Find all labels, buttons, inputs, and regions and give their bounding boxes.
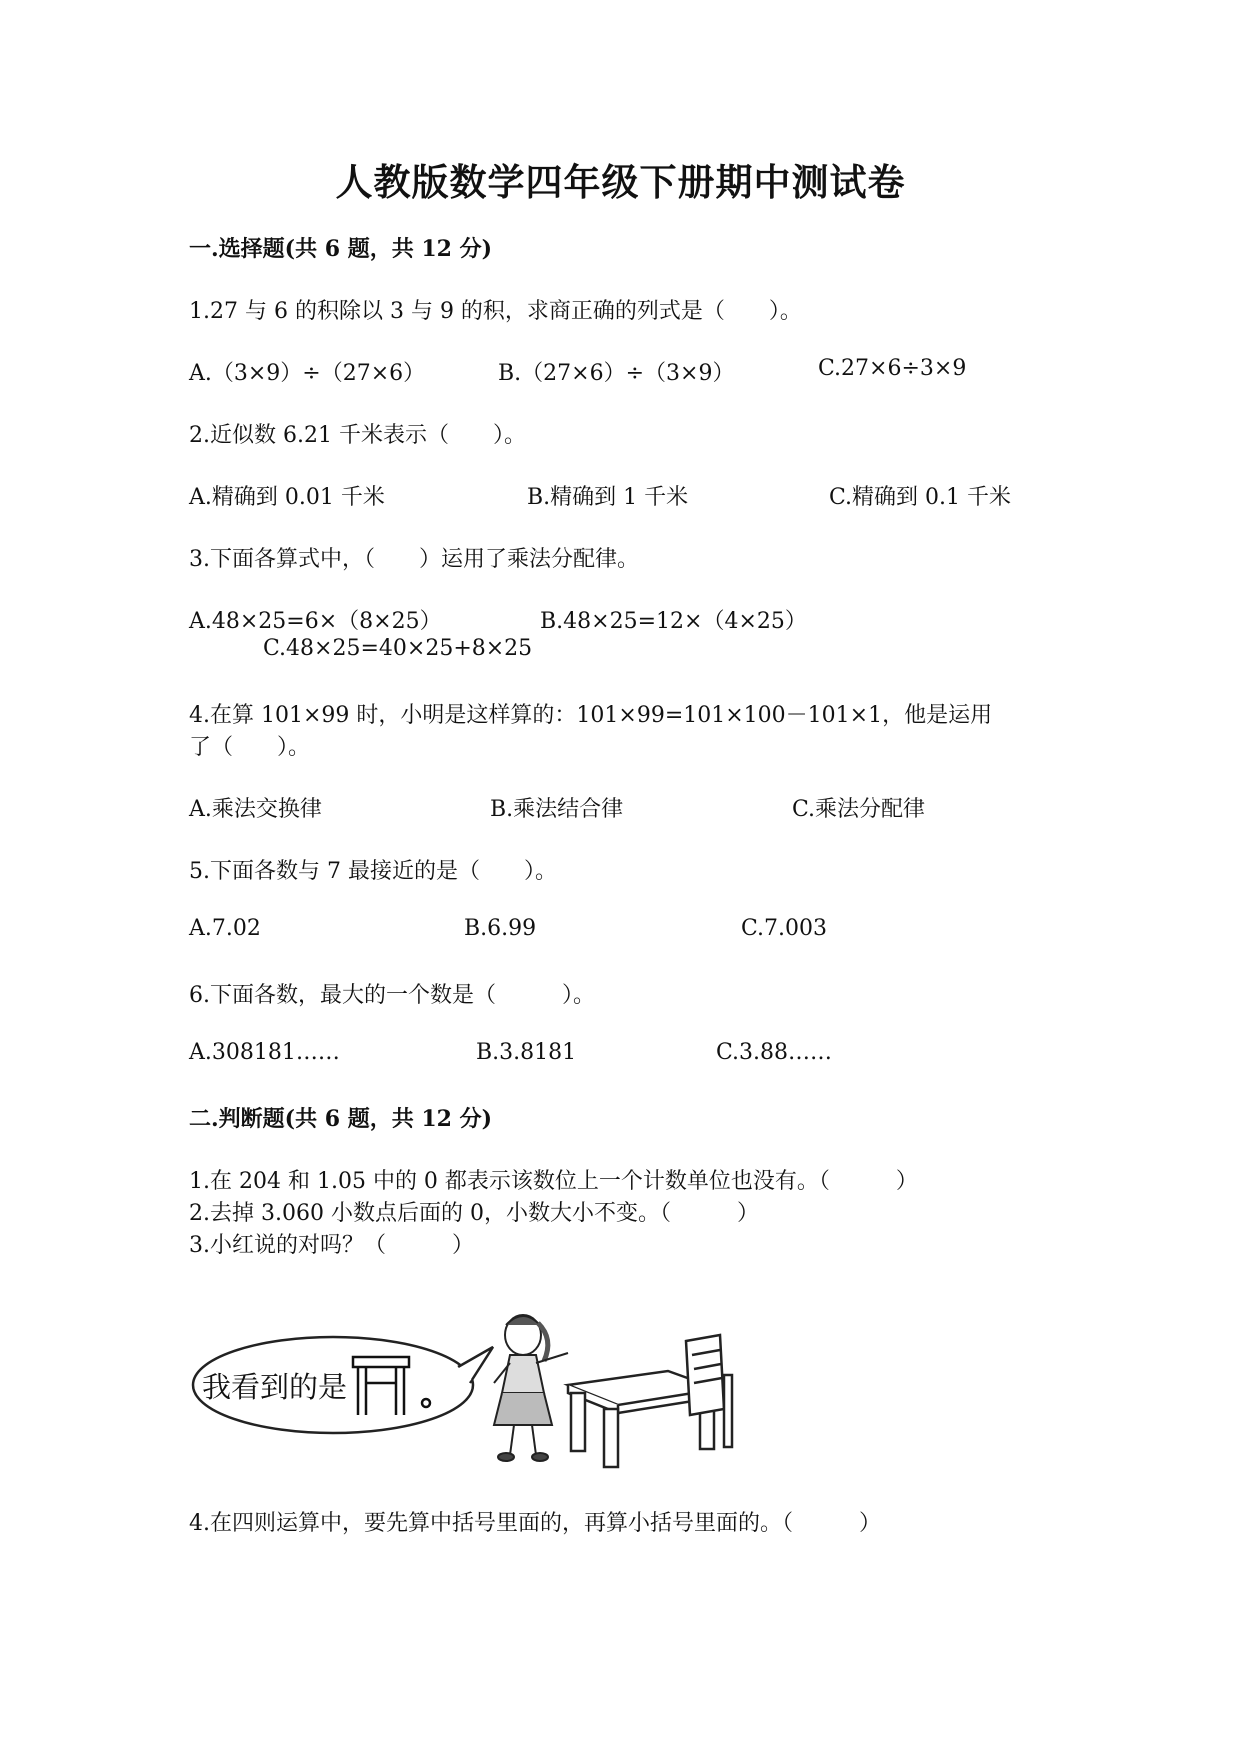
question-4-stem-line2: 了（ ）。 [189,735,311,760]
question-5-option-b: B.6.99 [464,916,537,941]
question-5-option-c: C.7.003 [741,916,828,941]
question-2-option-b: B.精确到 1 千米 [527,485,689,510]
judgement-1: 1.在 204 和 1.05 中的 0 都表示该数位上一个计数单位也没有。（ ） [189,1169,918,1194]
question-4-stem-line1: 4.在算 101×99 时，小明是这样算的：101×99=101×100－101×1，他是运用 [189,703,993,728]
question-3-stem: 3.下面各算式中，（ ）运用了乘法分配律。 [189,547,639,572]
question-2-stem: 2.近似数 6.21 千米表示（ ）。 [189,423,526,448]
question-1-option-c: C.27×6÷3×9 [818,356,967,381]
question-illustration [188,1305,748,1475]
question-4-option-a: A.乘法交换律 [189,797,322,822]
section-heading-choice: 一.选择题(共 6 题，共 12 分) [189,236,493,262]
question-1-stem: 1.27 与 6 的积除以 3 与 9 的积，求商正确的列式是（ ）。 [189,299,802,324]
question-5-option-a: A.7.02 [189,916,261,941]
question-6-stem: 6.下面各数，最大的一个数是（ ）。 [189,983,595,1008]
question-3-option-b: B.48×25=12×（4×25） [540,609,807,634]
question-1-option-b: B.（27×6）÷（3×9） [498,361,735,386]
question-4-option-c: C.乘法分配律 [792,797,926,822]
speech-bubble [193,1337,493,1433]
question-3-option-a: A.48×25=6×（8×25） [189,609,442,634]
question-1-option-a: A.（3×9）÷（27×6） [189,361,426,386]
speech-bubble-text: 我看到的是 [202,1370,348,1404]
exam-title: 人教版数学四年级下册期中测试卷 [335,160,906,204]
question-2-option-a: A.精确到 0.01 千米 [189,485,385,510]
girl-illustration-icon [494,1315,568,1461]
question-6-option-b: B.3.8181 [476,1040,577,1065]
question-3-option-c: C.48×25=40×25+8×25 [263,636,533,661]
question-2-option-c: C.精确到 0.1 千米 [829,485,1012,510]
question-6-option-a: A.308181…… [189,1040,340,1065]
judgement-3: 3.小红说的对吗？（ ） [189,1233,474,1258]
judgement-4: 4.在四则运算中，要先算中括号里面的，再算小括号里面的。（ ） [189,1511,881,1536]
question-6-option-c: C.3.88…… [716,1040,833,1065]
section-heading-judgement: 二.判断题(共 6 题，共 12 分) [189,1106,493,1132]
judgement-2: 2.去掉 3.060 小数点后面的 0，小数大小不变。（ ） [189,1201,759,1226]
question-5-stem: 5.下面各数与 7 最接近的是（ ）。 [189,859,557,884]
question-4-option-b: B.乘法结合律 [490,797,624,822]
